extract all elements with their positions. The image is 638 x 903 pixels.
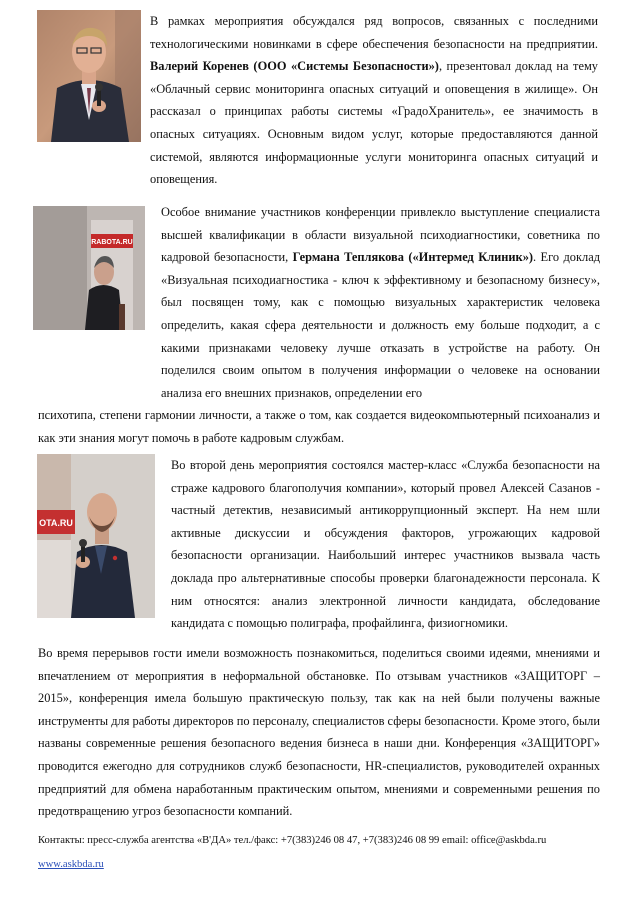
- paragraph-teplyakov-continued: психотипа, степени гармонии личности, а также о том, как создается видеокомпьютерный психоанализ и как эти знания могут помочь в работе кадровым службам.: [38, 408, 600, 445]
- banner-text-2: OTA.RU: [39, 518, 73, 528]
- website-link[interactable]: www.askbda.ru: [38, 859, 104, 870]
- paragraph-sazanov: Во второй день мероприятия состоялся мастер-класс «Служба безопасности на страже кадрового благополучия компании», который провел Алексей Сазанов - частный детектив, независимый антикоррупционный эксперт. На нем шли активные дискуссии и обсуждения факторов, угрожающих кадровой безопасности организации. Наибольший интерес участников вызвала часть доклада про альтернативные способы проверки благонадежности персонала. К ним относятся: анализ электронной личности кандидата, обследование кандидата с помощью полиграфа, профайлинга, физиогномики.: [171, 458, 600, 631]
- contacts-line: Контакты: пресс-служба агентства «В'ДА» тел./факс: +7(383)246 08 47, +7(383)246 08 99 email: office@askbda.ru: [38, 835, 547, 846]
- speaker-photo-korenev: [37, 10, 141, 142]
- paragraph-conclusion: Во время перерывов гости имели возможность познакомиться, поделиться своими идеями, мнениями и впечатлением от мероприятия в неформальной обстановке. По отзывам участников «ЗАЩИТОРГ – 2015», конференция имела большую практическую пользу, так как на ней были получены важные инструменты для работы директоров по персоналу, специалистов сферы безопасности. Кроме этого, были названы современные решения безопасного ведения бизнеса в наши дни. Конференция «ЗАЩИТОРГ» проводится ежегодно для сотрудников служб безопасности, HR-специалистов, руководителей охранных предприятий для обмена наработанным практическим опытом, мнениями и современными решения по предотвращению угроз безопасности компаний.: [38, 646, 600, 819]
- speaker-photo-teplyakov: [33, 206, 145, 330]
- banner-text-1: RABOTA.RU: [91, 239, 133, 246]
- speaker-photo-sazanov: [37, 454, 155, 618]
- paragraph-teplyakov: Особое внимание участников конференции привлекло выступление специалиста высшей квалификации в области визуальной психодиагностики, советника по кадровой безопасности, Германа Теплякова («Интермед Клиник»). Его доклад «Визуальная психодиагностика - ключ к эффективному и безопасному бизнесу», был посвящен тому, как с помощью визуальных характеристик человека определить, какая сфера деятельности и должность ему больше подходит, а с какими признаками человеку лучше отказать в устройстве на работу. Он поделился своим опытом в получения информации о человеке на основании анализа его внешних признаков, определении его: [161, 205, 601, 400]
- paragraph-korenev: В рамках мероприятия обсуждался ряд вопросов, связанных с последними технологическими новинками в сфере обеспечения безопасности на предприятии. Валерий Коренев (ООО «Системы Безопасности»), презентовал доклад на тему «Облачный сервис мониторинга опасных ситуаций и оповещения в жилище». Он рассказал о принципах работы системы «ГрадоХранитель», ее значимость в опасных ситуациях. Основным видом услуг, которые предоставляются данной системой, являются информационные услуги мониторинга опасных ситуаций и оповещения.: [150, 14, 598, 187]
